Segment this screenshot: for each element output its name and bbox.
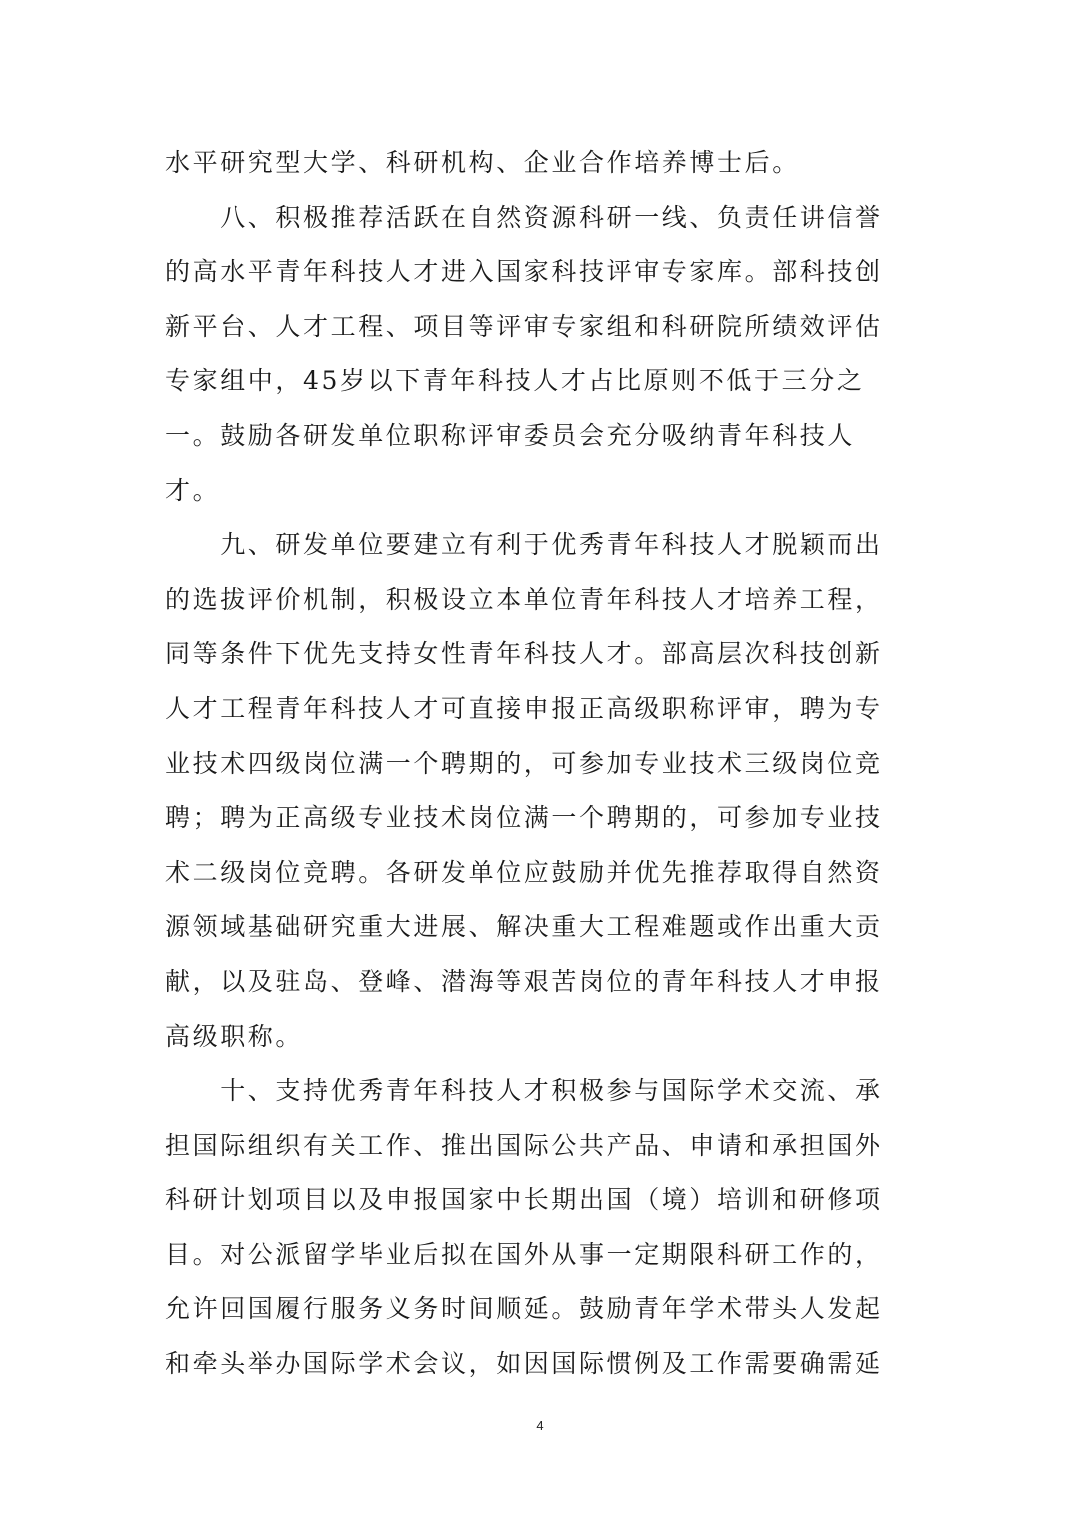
text-line: 同等条件下优先支持女性青年科技人才。部高层次科技创新 — [165, 639, 883, 669]
text-line: 水平研究型大学、科研机构、企业合作培养博士后。 — [165, 148, 800, 177]
text-line: 才。 — [165, 475, 221, 505]
text-line: 专家组中，45岁以下青年科技人才占比原则不低于三分之 — [165, 366, 865, 396]
text-line: 九、研发单位要建立有利于优秀青年科技人才脱颖而出 — [165, 530, 883, 560]
text-line: 术二级岗位竞聘。各研发单位应鼓励并优先推荐取得自然资 — [165, 857, 883, 887]
text-line: 高级职称。 — [165, 1021, 304, 1051]
text-line: 科研计划项目以及申报国家中长期出国（境）培训和研修项 — [165, 1185, 883, 1215]
text-line: 允许回国履行服务义务时间顺延。鼓励青年学术带头人发起 — [165, 1294, 883, 1324]
text-line: 目。对公派留学毕业后拟在国外从事一定期限科研工作的， — [165, 1239, 883, 1269]
text-line: 的选拔评价机制，积极设立本单位青年科技人才培养工程， — [165, 584, 883, 614]
text-line: 和牵头举办国际学术会议，如因国际惯例及工作需要确需延 — [165, 1349, 883, 1379]
text-line: 八、积极推荐活跃在自然资源科研一线、负责任讲信誉 — [165, 202, 883, 232]
text-line: 新平台、人才工程、项目等评审专家组和科研院所绩效评估 — [165, 311, 883, 341]
page-number: 4 — [536, 1418, 544, 1433]
text-line: 的高水平青年科技人才进入国家科技评审专家库。部科技创 — [165, 257, 883, 287]
text-line: 一。鼓励各研发单位职称评审委员会充分吸纳青年科技人 — [165, 420, 856, 450]
text-line: 献，以及驻岛、登峰、潜海等艰苦岗位的青年科技人才申报 — [165, 966, 883, 996]
text-line: 十、支持优秀青年科技人才积极参与国际学术交流、承 — [165, 1076, 883, 1106]
text-line: 源领域基础研究重大进展、解决重大工程难题或作出重大贡 — [165, 912, 883, 942]
text-line: 人才工程青年科技人才可直接申报正高级职称评审，聘为专 — [165, 693, 883, 723]
text-line: 业技术四级岗位满一个聘期的，可参加专业技术三级岗位竞 — [165, 748, 883, 778]
text-line: 担国际组织有关工作、推出国际公共产品、申请和承担国外 — [165, 1130, 883, 1160]
document-body — [165, 136, 917, 1392]
text-line: 聘；聘为正高级专业技术岗位满一个聘期的，可参加专业技 — [165, 803, 883, 833]
